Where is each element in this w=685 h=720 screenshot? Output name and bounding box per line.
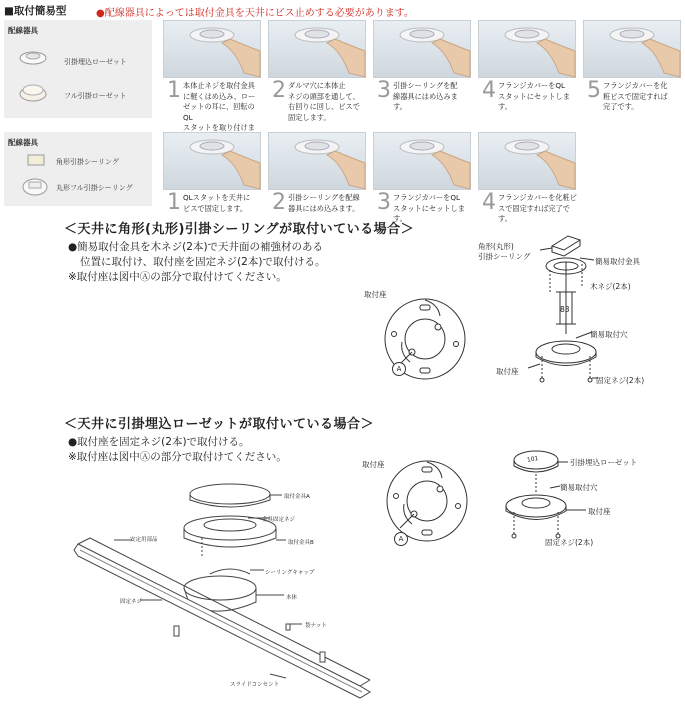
section-heading: ＜天井に引掛埋込ローゼットが取付いている場合＞ <box>64 417 374 432</box>
round-ceiling-icon <box>20 174 50 198</box>
step-photo <box>583 20 681 78</box>
section-text: ※取付座は図中Ⓐの部分で取付けてください。 <box>68 271 287 283</box>
section-heading: ＜天井に角形(丸形)引掛シーリングが取付いている場合＞ <box>64 222 415 237</box>
seat-label: 取付座 <box>588 507 611 516</box>
step-text-line: ゼットの耳に、回転のQL <box>183 102 255 122</box>
rosette-embedded-icon <box>18 46 48 68</box>
step-number: 3 <box>377 190 391 215</box>
panel-title: 配線器具 <box>8 26 38 35</box>
ceiling-label: 角形(丸形) <box>478 242 514 251</box>
seat-label: 取付座 <box>496 367 519 376</box>
item-label: 角形引掛シーリング <box>56 158 119 166</box>
step-text-line: 完了です。 <box>603 102 639 111</box>
step-text-line: 本体止ネジを取付金具 <box>183 81 255 90</box>
step-text-line: フランジカバーを化粧ビ <box>498 193 577 202</box>
step-text-line: 引掛シーリングを配 <box>393 81 458 90</box>
step-text-line: 粧ビスで固定すれば <box>603 91 668 101</box>
step-photo <box>268 132 366 190</box>
step-photo <box>163 132 261 190</box>
step-text-line: ビスで固定します。 <box>183 203 248 213</box>
page-title: ■取付簡易型 <box>4 5 67 17</box>
step-text-line: ダルマ穴に本体止 <box>288 81 346 90</box>
exploded-diagram-1 <box>520 232 610 392</box>
body-label: 本体 <box>286 595 298 601</box>
step-text-line: 器具にはめ込みます。 <box>288 203 360 213</box>
step-text <box>603 81 683 113</box>
step-number: 1 <box>167 190 181 215</box>
square-ceiling-icon <box>26 152 46 168</box>
step-text-line: QLスタットを天井に <box>183 193 251 202</box>
screw-label: 金具固定ネジ <box>262 517 296 523</box>
step-number: 4 <box>482 190 496 215</box>
step-photo <box>373 132 471 190</box>
outlet-label: スライドコンセント <box>230 682 280 688</box>
rosette-full-icon <box>18 80 48 104</box>
step-text-line: フランジカバーを化 <box>603 81 668 90</box>
section-text: ●取付座を固定ネジ(2本)で取付ける。 <box>68 436 250 448</box>
fix-screw-label: 固定ネジ(2本) <box>545 538 594 547</box>
step-text-line: スで固定すれば完了です。 <box>498 203 570 223</box>
step-text-line: スタットにセットします。 <box>393 203 465 223</box>
header-note: ●配線器具によっては取付金具を天井にビス止めする必要があります。 <box>96 8 414 19</box>
step-number: 1 <box>167 78 181 103</box>
item-label: フル引掛ローゼット <box>64 92 127 100</box>
step-text-line: スタットにセットします。 <box>498 91 570 111</box>
step-number: 2 <box>272 190 286 215</box>
step-text <box>183 193 263 214</box>
step-photo <box>268 20 366 78</box>
cap2-label: 袋ナット <box>305 623 327 629</box>
panel-title: 配線器具 <box>8 138 38 147</box>
step-photo <box>478 132 576 190</box>
seat-label: 取付座 <box>362 460 385 469</box>
step-number: 5 <box>587 78 601 103</box>
step-text-line: 線器具にはめ込みま <box>393 91 458 101</box>
wiring-panel-2 <box>4 132 152 206</box>
step-text-line: 引掛シーリングを配線 <box>288 193 360 202</box>
step-photo <box>478 20 576 78</box>
seat-a-label: 取付金具A <box>284 494 310 500</box>
step-number: 4 <box>482 78 496 103</box>
step-text <box>288 81 368 123</box>
fix-label: 固定ネジ <box>120 599 143 605</box>
dimension-label: 83 <box>560 305 570 314</box>
mounting-seat-diagram-2 <box>382 456 472 546</box>
step-text <box>498 81 578 113</box>
step-text <box>393 81 473 113</box>
step-text-line: 固定します。 <box>288 112 331 122</box>
seat-label: 取付座 <box>364 290 387 299</box>
exploded-diagram-2 <box>500 440 590 555</box>
seat-b-label: 取付金具B <box>288 540 314 546</box>
step-text-line: す。 <box>393 102 407 111</box>
step-text-line: に軽くはめ込み、ロー <box>183 91 256 101</box>
step-text-line: 右回りに回し、ビスで <box>288 102 360 111</box>
stable-label: 安定用部品 <box>130 537 158 543</box>
a-mark: A <box>394 532 408 546</box>
item-label: 引掛埋込ローゼット <box>64 58 127 66</box>
section-text: ●簡易取付金具を木ネジ(2本)で天井面の補強材のある <box>68 241 324 253</box>
hole-label: 簡易取付穴 <box>560 483 598 492</box>
step-text <box>288 193 368 214</box>
step-text-line: ネジの頭部を通して、 <box>288 91 360 101</box>
a-mark: A <box>392 362 406 376</box>
step-text-line: スタットを取り付けま <box>183 123 255 132</box>
track-exploded-diagram <box>70 478 380 718</box>
ceiling-label: 引掛シーリング <box>478 252 531 261</box>
section-text: ※取付座は図中Ⓐの部分で取付けてください。 <box>68 451 287 463</box>
step-number: 3 <box>377 78 391 103</box>
item-label: 丸形フル引掛シーリング <box>56 184 133 192</box>
cap-label: シーリングキャップ <box>265 570 315 576</box>
step-number: 2 <box>272 78 286 103</box>
fix-screw-label: 固定ネジ(2本) <box>596 376 645 385</box>
rosette-mark: 101 <box>526 455 539 464</box>
section-text: 位置に取付け、取付座を固定ネジ(2本)で取付ける。 <box>80 256 326 268</box>
wiring-panel-1 <box>4 20 152 118</box>
rosette-label: 引掛埋込ローゼット <box>570 458 638 467</box>
step-text-line: フランジカバーをQL <box>498 81 565 90</box>
step-text <box>498 193 578 225</box>
hole-label: 簡易取付穴 <box>590 330 628 339</box>
wood-screw-label: 木ネジ(2本) <box>590 282 631 291</box>
step-photo <box>373 20 471 78</box>
step-photo <box>163 20 261 78</box>
step-text-line: フランジカバーをQL <box>393 193 460 202</box>
bracket-label: 簡易取付金具 <box>595 257 640 266</box>
